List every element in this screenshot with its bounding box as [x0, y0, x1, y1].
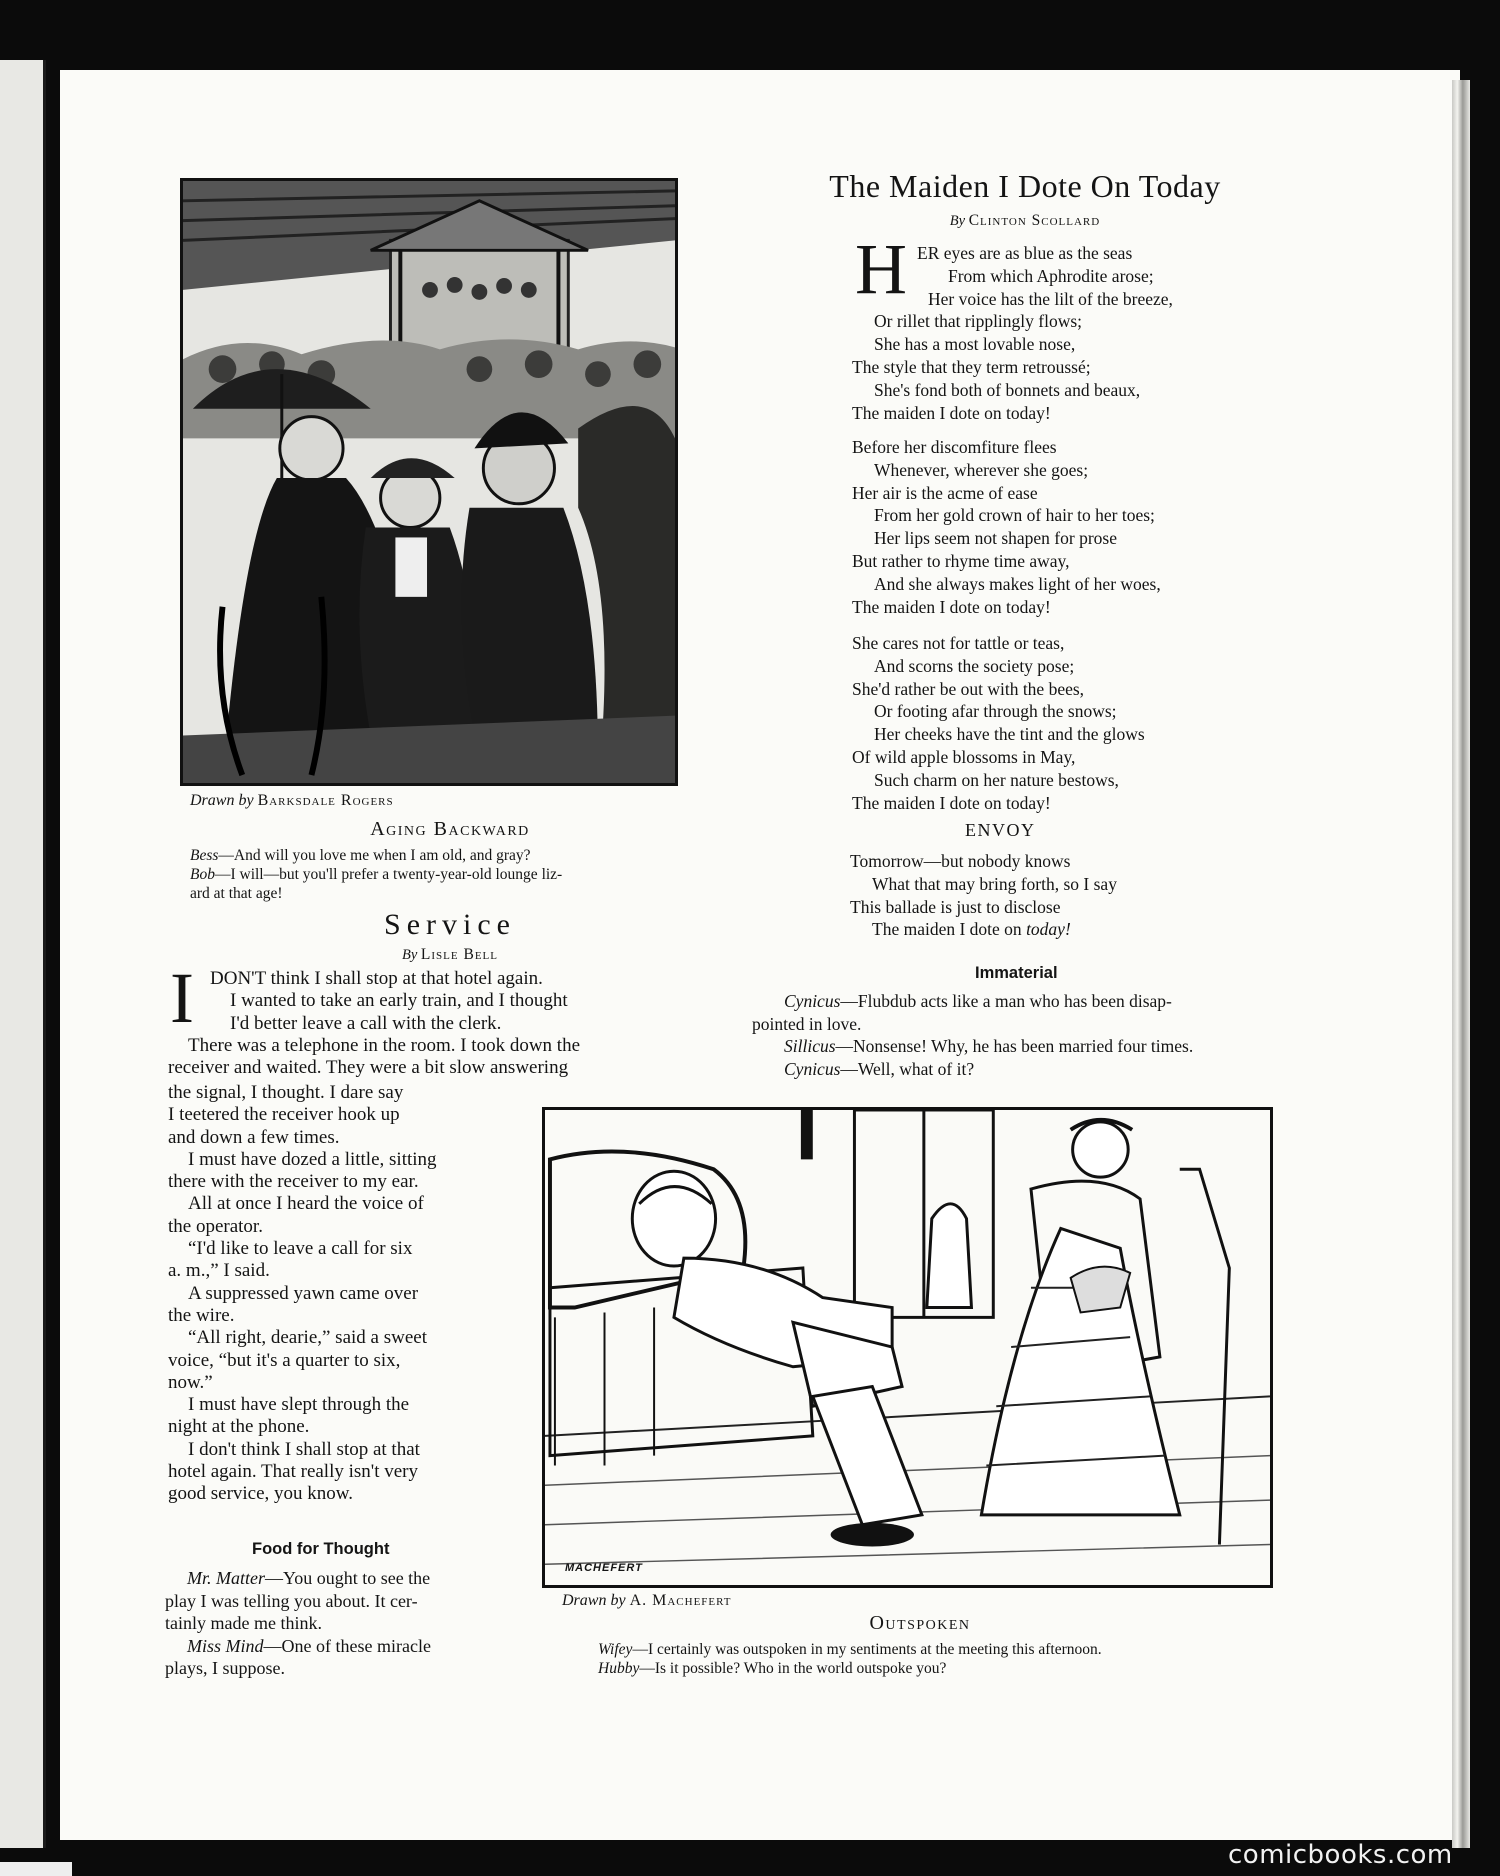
story-line: hotel again. That really isn't very: [168, 1461, 418, 1483]
outspoken-title: Outspoken: [869, 1612, 971, 1634]
line-text: —One of these miracle: [263, 1635, 431, 1656]
story-line: the wire.: [168, 1304, 235, 1326]
aging-backward-title: Aging Backward: [370, 818, 530, 840]
line-text: —Well, what of it?: [840, 1058, 975, 1079]
service-story-column: [168, 1082, 513, 1506]
dialogue-line: [165, 1612, 515, 1635]
scan-top-border: [0, 0, 1500, 80]
dialogue-line: [165, 1567, 515, 1590]
dialogue-line: [165, 1590, 515, 1613]
line-emphasis: today!: [1026, 919, 1071, 940]
credit-by: Drawn by: [562, 1592, 626, 1609]
poem-line: She has a most lovable nose,: [874, 334, 1076, 355]
poem-line: She's fond both of bonnets and beaux,: [874, 379, 1141, 400]
speaker: Cynicus: [784, 991, 841, 1011]
story-line: There was a telephone in the room. I took down the: [188, 1034, 581, 1056]
poem-line: Before her discomfiture flees: [852, 437, 1057, 457]
caption-line: [190, 846, 680, 865]
dialogue-line: [752, 990, 1312, 1013]
dialogue-line: [752, 1058, 1312, 1081]
story-line: I must have slept through the: [188, 1394, 410, 1416]
story-line: “All right, dearie,” said a sweet: [188, 1327, 427, 1349]
corner-tab: [0, 1862, 72, 1876]
poem-line: ER eyes are as blue as the seas: [917, 243, 1133, 263]
poem-envoy: [850, 850, 1250, 941]
service-title: Service: [384, 908, 516, 941]
poem-line: Tomorrow—but nobody knows: [850, 851, 1071, 871]
line-text: —Nonsense! Why, he has been married four times.: [835, 1036, 1194, 1056]
cartoon-signature: MACHEFERT: [565, 1562, 643, 1574]
story-line: I don't think I shall stop at that: [188, 1438, 420, 1460]
story-line: voice, “but it's a quarter to six,: [168, 1349, 401, 1371]
line-text: —And will you love me when I am old, and gray?: [218, 847, 531, 864]
poem-byline: [900, 212, 1150, 230]
poem-line: The maiden I dote on today!: [852, 596, 1051, 617]
poem-line: Whenever, wherever she goes;: [874, 459, 1089, 480]
speaker: Mr. Matter: [187, 1568, 265, 1588]
story-line: I wanted to take an early train, and I thought: [230, 990, 568, 1012]
speaker: Bob: [190, 866, 215, 883]
service-story-top: [168, 958, 728, 1079]
line-text: pointed in love.: [752, 1013, 862, 1034]
caption-line: [190, 884, 680, 903]
poem-line: Or rillet that ripplingly flows;: [874, 311, 1083, 332]
credit-artist: Barksdale Rogers: [257, 792, 394, 809]
story-line: I must have dozed a little, sitting: [188, 1148, 437, 1170]
aging-backward-caption: [190, 846, 680, 903]
poem-title: The Maiden I Dote On Today: [829, 168, 1221, 204]
speaker: Miss Mind: [187, 1635, 264, 1656]
story-line: a. m.,” I said.: [168, 1260, 270, 1282]
poem-line: Such charm on her nature bestows,: [874, 769, 1119, 790]
service-dropcap: I: [170, 958, 194, 1038]
dialogue-line: [165, 1657, 515, 1680]
poem-line: Her air is the acme of ease: [852, 482, 1038, 503]
poem-line: [850, 918, 1250, 941]
line-text: —Is it possible? Who in the world outspoke you?: [639, 1660, 947, 1677]
poem-line: This ballade is just to disclose: [850, 896, 1061, 917]
poem-stanza-3: [852, 632, 1252, 814]
dialogue-line: [752, 1013, 1312, 1036]
dialogue-line: [165, 1635, 515, 1658]
story-line: now.”: [168, 1371, 213, 1393]
dialogue-line: [752, 1035, 1312, 1058]
bandstand-illustration: [180, 178, 678, 786]
poem-line: Her lips seem not shapen for prose: [874, 528, 1117, 549]
speaker: Cynicus: [784, 1058, 841, 1079]
poem-line: The maiden I dote on today!: [852, 792, 1051, 813]
line-text: —I certainly was outspoken in my sentiments at the meeting this afternoon.: [632, 1641, 1102, 1658]
top-illustration-credit: [190, 792, 394, 810]
page-binding-edge: [1452, 80, 1470, 1850]
poem-line: From which Aphrodite arose;: [948, 265, 1154, 286]
poem-line: The maiden I dote on today!: [852, 402, 1051, 423]
story-line: I'd better leave a call with the clerk.: [230, 1012, 502, 1034]
story-line: there with the receiver to my ear.: [168, 1171, 419, 1193]
byline-by: By: [402, 947, 418, 963]
story-line: I teetered the receiver hook up: [168, 1104, 400, 1126]
poem-line: Her voice has the lilt of the breeze,: [928, 288, 1173, 309]
caption-line: [598, 1640, 1278, 1659]
story-line: the signal, I thought. I dare say: [168, 1082, 404, 1103]
bottom-illustration-credit: [562, 1592, 732, 1610]
story-line: All at once I heard the voice of: [188, 1193, 424, 1215]
poem-line: The style that they term retroussé;: [852, 356, 1091, 377]
watermark: comicbooks.com: [1228, 1840, 1453, 1870]
story-line: DON'T think I shall stop at that hotel again.: [210, 968, 543, 989]
credit-artist: A. Machefert: [629, 1592, 732, 1609]
speaker: Hubby: [598, 1660, 640, 1677]
story-line: night at the phone.: [168, 1416, 310, 1438]
poem-line: Her cheeks have the tint and the glows: [874, 724, 1145, 745]
poem-stanza-2: [852, 436, 1252, 618]
food-heading: Food for Thought: [252, 1540, 390, 1558]
service-byline: [350, 946, 550, 964]
story-line: A suppressed yawn came over: [188, 1282, 419, 1304]
caption-line: [598, 1659, 1278, 1678]
food-text: [165, 1567, 515, 1680]
speaker: Wifey: [598, 1641, 633, 1658]
line-text: —I will—but you'll prefer a twenty-year-old lounge liz-: [214, 866, 563, 883]
poem-line: And scorns the society pose;: [874, 655, 1075, 676]
parlor-cartoon-illustration: [542, 1107, 1273, 1588]
line-text: tainly made me think.: [165, 1613, 322, 1633]
poem-line: What that may bring forth, so I say: [872, 873, 1117, 894]
byline-by: By: [949, 213, 966, 229]
speaker: Bess: [190, 847, 219, 864]
speaker: Sillicus: [784, 1036, 836, 1056]
line-text: plays, I suppose.: [165, 1658, 285, 1678]
poem-line: And she always makes light of her woes,: [874, 573, 1161, 594]
poem-line: But rather to rhyme time away,: [852, 550, 1070, 571]
poem-line: She cares not for tattle or teas,: [852, 633, 1065, 653]
immaterial-text: [752, 990, 1312, 1080]
line-text: ard at that age!: [190, 885, 283, 902]
byline-author: Lisle Bell: [420, 946, 498, 963]
line-text: play I was telling you about. It cer-: [165, 1590, 418, 1611]
poem-dropcap: H: [855, 229, 907, 309]
credit-by: Drawn by: [190, 792, 254, 809]
immaterial-heading: Immaterial: [975, 964, 1058, 982]
story-line: receiver and waited. They were a bit slow answering: [168, 1057, 569, 1079]
outspoken-caption: [598, 1640, 1278, 1678]
story-line: and down a few times.: [168, 1126, 340, 1148]
poem-line: Of wild apple blossoms in May,: [852, 746, 1076, 767]
facing-page-edge: [0, 60, 46, 1860]
envoy-heading: ENVOY: [965, 820, 1036, 840]
line-text: The maiden I dote on: [872, 919, 1022, 940]
story-line: “I'd like to leave a call for six: [188, 1238, 413, 1260]
poem-stanza-1: [852, 242, 1252, 424]
poem-line: Or footing afar through the snows;: [874, 701, 1117, 722]
story-line: good service, you know.: [168, 1483, 354, 1505]
line-text: —Flubdub acts like a man who has been disap-: [840, 991, 1172, 1011]
story-line: the operator.: [168, 1215, 263, 1237]
poem-line: She'd rather be out with the bees,: [852, 678, 1085, 699]
caption-line: [190, 865, 680, 884]
line-text: —You ought to see the: [265, 1568, 431, 1588]
poem-line: From her gold crown of hair to her toes;: [874, 505, 1155, 526]
byline-author: Clinton Scollard: [968, 212, 1101, 229]
